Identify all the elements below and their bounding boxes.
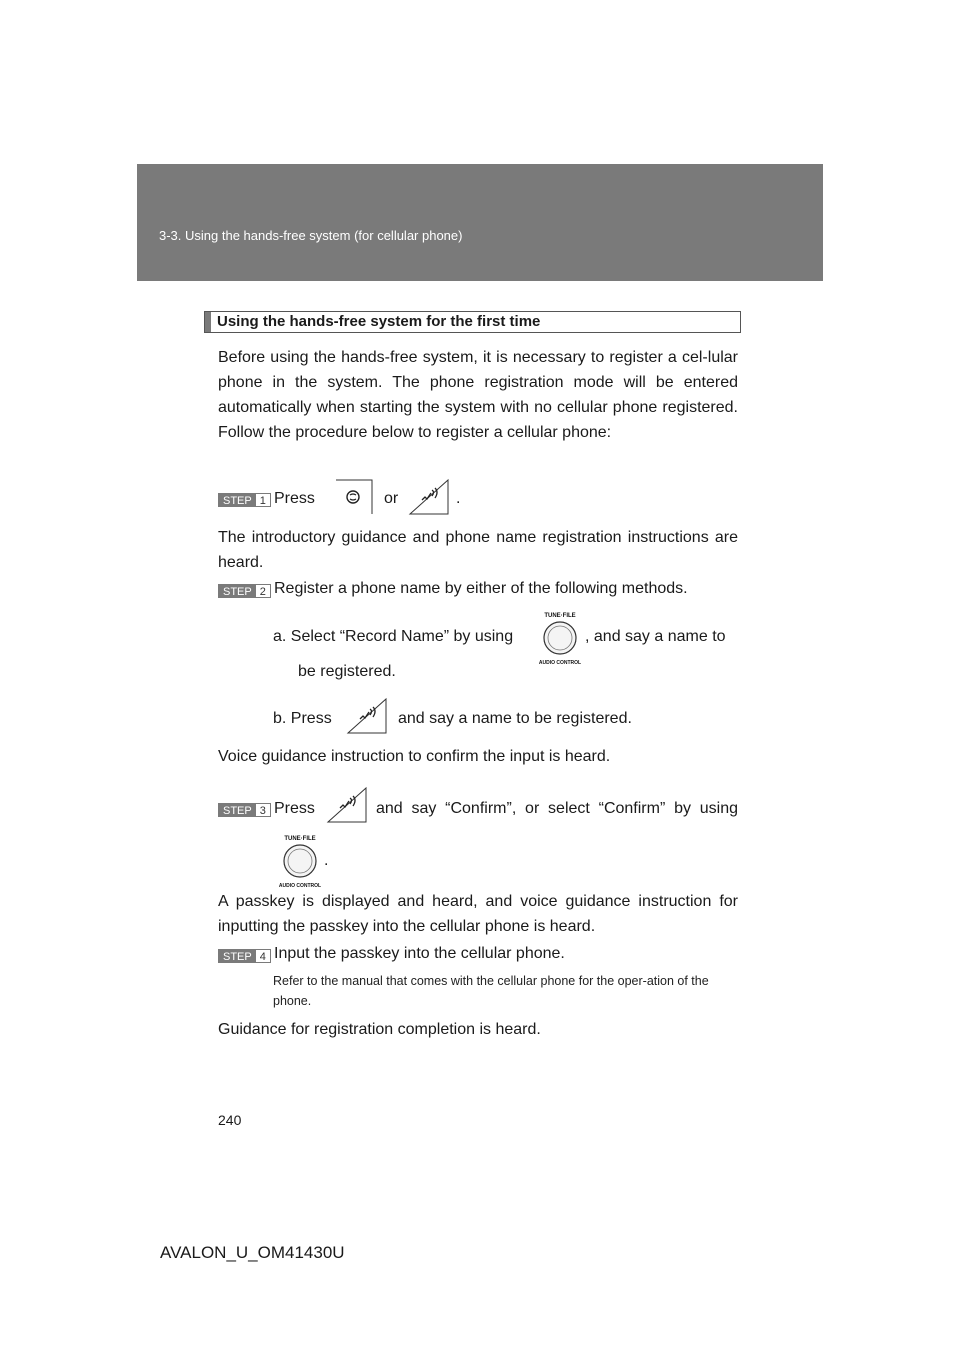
- intro-paragraph: Before using the hands-free system, it is necessary to register a cel-lular phone in the system. The phone registration mode will be entered automatically when starting the system with no cellular phone registered. Follow the procedure below to register a cellular phone:: [218, 349, 738, 441]
- step-4-badge: [218, 949, 271, 963]
- knob-bottom-label: AUDIO CONTROL: [278, 883, 322, 889]
- step-word: STEP: [219, 494, 256, 506]
- method-b-press: b. Press: [273, 710, 332, 727]
- tune-file-knob-icon: [530, 610, 586, 666]
- step-3-tail: and say “Confirm”, or select “Confirm” by using: [376, 800, 738, 817]
- after-step-3-text: A passkey is displayed and heard, and voice guidance instruction for inputting the passkey into the cellular phone is heard.: [218, 893, 738, 935]
- page-number: 240: [218, 1112, 242, 1128]
- step-1-or: or: [384, 490, 399, 507]
- tune-file-knob-icon: [270, 833, 329, 889]
- step-number: 3: [256, 804, 270, 816]
- step-word: STEP: [219, 950, 256, 962]
- after-step-4-text: Guidance for registration completion is heard.: [218, 1021, 541, 1038]
- step-number: 1: [256, 494, 270, 506]
- step-4-text: Input the passkey into the cellular phone.: [274, 945, 565, 962]
- knob-top-label: TUNE·FILE: [284, 836, 316, 842]
- section-title-marker: [205, 312, 211, 332]
- method-a-text: a. Select “Record Name” by using: [273, 628, 514, 645]
- step-number: 2: [256, 585, 270, 597]
- chapter-heading: 3-3. Using the hands-free system (for cellular phone): [159, 228, 463, 243]
- step-1-period: .: [456, 490, 461, 507]
- step-3-period: .: [324, 852, 329, 869]
- talk-switch-icon: [408, 478, 452, 516]
- knob-bottom-label: AUDIO CONTROL: [538, 660, 582, 666]
- step-word: STEP: [219, 585, 256, 597]
- method-a-tail: , and say a name to: [585, 628, 726, 645]
- step-3-badge: [218, 803, 271, 817]
- step-number: 4: [256, 950, 270, 962]
- step-2-badge: [218, 584, 271, 598]
- section-title: Using the hands-free system for the first time: [217, 313, 541, 330]
- header-band: [137, 164, 823, 281]
- after-step-1-text: The introductory guidance and phone name registration instructions are heard.: [218, 529, 738, 571]
- method-a-continuation: be registered.: [298, 663, 396, 680]
- talk-switch-icon: [326, 786, 370, 824]
- phone-pickup-button-icon: [332, 478, 376, 516]
- method-b-tail: and say a name to be registered.: [398, 710, 632, 727]
- step-1-press: Press: [274, 490, 315, 507]
- section-title-box: [204, 311, 741, 333]
- step-2-text: Register a phone name by either of the following methods.: [274, 580, 688, 597]
- step-4-note: Refer to the manual that comes with the cellular phone for the oper-ation of the phone.: [273, 974, 709, 1008]
- after-step-2-text: Voice guidance instruction to confirm the input is heard.: [218, 748, 611, 765]
- document-code: AVALON_U_OM41430U: [160, 1243, 345, 1262]
- step-1-badge: [218, 493, 271, 507]
- talk-switch-icon: [346, 697, 390, 735]
- step-3-press: Press: [274, 800, 315, 817]
- knob-top-label: TUNE·FILE: [544, 613, 576, 619]
- step-word: STEP: [219, 804, 256, 816]
